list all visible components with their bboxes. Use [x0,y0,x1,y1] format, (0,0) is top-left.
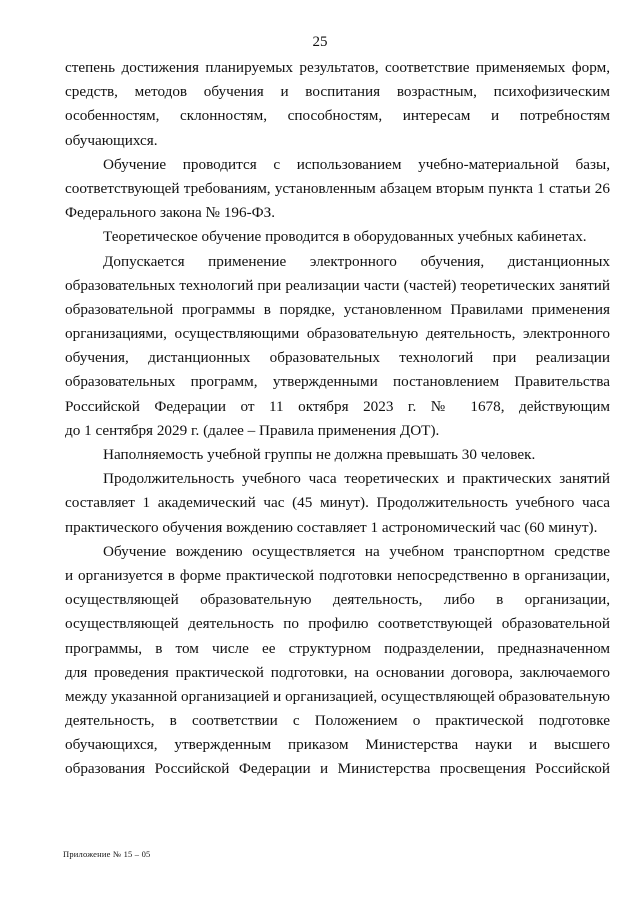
text-line: осуществляющей деятельность по профилю соответствующей образовательной [65,615,610,633]
footer-annex-label: Приложение № 15 – 05 [63,849,151,859]
document-body [65,56,610,782]
text-line: программы, в том числе ее структурном подразделении, предназначенном [65,639,610,657]
text-line: соответствующей требованиям, установленным абзацем вторым пункта 1 статьи 26 [65,179,610,197]
text-line: организациями, осуществляющими образовательную деятельность, электронного [65,325,610,343]
text-line: обучающихся. [65,131,158,149]
text-line: обучающихся, утвержденным приказом Министерства науки и высшего [65,736,610,754]
text-line: Российской Федерации от 11 октября 2023 г. № 1678, действующим [65,397,610,415]
text-line: Обучение вождению осуществляется на учебном транспортном средстве [103,542,610,560]
text-line: особенностям, склонностям, способностям, интересам и потребностям [65,107,610,125]
text-line: образовательных программ, утвержденными постановлением Правительства [65,373,610,391]
text-line: до 1 сентября 2029 г. (далее – Правила применения ДОТ). [65,421,440,439]
text-line: между указанной организацией и организацией, осуществляющей образовательную [65,687,610,705]
text-line: Теоретическое обучение проводится в оборудованных учебных кабинетах. [103,228,587,246]
text-line: Допускается применение электронного обучения, дистанционных [103,252,610,270]
text-line: степень достижения планируемых результатов, соответствие применяемых форм, [65,59,610,76]
text-line: образовательной программы в порядке, установленном Правилами применения [65,300,610,318]
text-line: и организуется в форме практической подготовки непосредственно в организации, [65,566,610,584]
text-line: обучения, дистанционных образовательных технологий при реализации [65,349,610,367]
text-line: осуществляющей образовательную деятельность, либо в организации, [65,591,610,609]
text-line: для проведения практической подготовки, на основании договора, заключаемого [65,663,610,681]
text-line: Наполняемость учебной группы не должна превышать 30 человек. [103,446,536,463]
text-line: образования Российской Федерации и Министерства просвещения Российской [65,760,610,778]
text-line: практического обучения вождению составляет 1 астрономический час (60 минут). [65,518,598,536]
text-line: Продолжительность учебного часа теоретических и практических занятий [103,470,610,488]
text-line: составляет 1 академический час (45 минут). Продолжительность учебного часа [65,494,610,512]
text-line: деятельность, в соответствии с Положением о практической подготовке [65,712,610,730]
page-number: 25 [312,34,328,50]
text-line: Обучение проводится с использованием учебно-материальной базы, [103,155,610,173]
text-line: средств, методов обучения и воспитания возрастным, психофизическим [65,83,610,101]
text-line: образовательных технологий при реализации части (частей) теоретических занятий [65,276,610,294]
text-line: Федерального закона № 196-ФЗ. [65,204,276,222]
